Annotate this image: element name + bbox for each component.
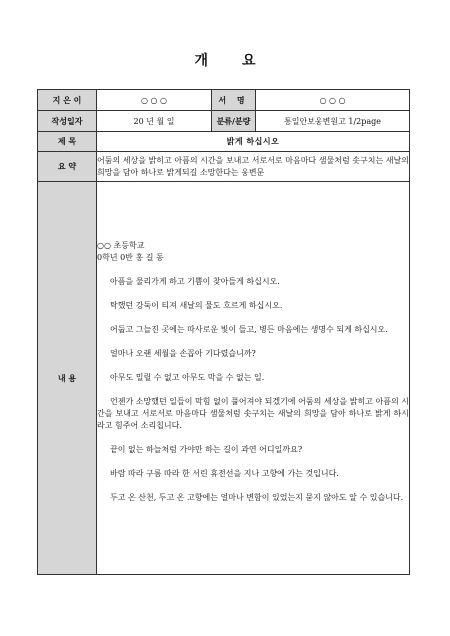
summary-row — [38, 152, 410, 182]
student-line: 0학년 0반 홍 길 동 — [97, 253, 164, 262]
content-paragraph: 두고 온 산천, 두고 온 고향에는 얼마나 변함이 있었는지 묻지 않아도 알 수 있습니다. — [110, 493, 404, 502]
subject-value: 밝게 하십시오 — [97, 132, 410, 152]
content-label: 내 용 — [38, 182, 97, 575]
title-char-right: 요 — [242, 53, 256, 69]
content-paragraph: 탁했던 강둑이 티져 새날의 물도 흐르게 하십시오. — [110, 301, 283, 310]
content-paragraph: 어둡고 그늘진 곳에는 따사로운 빛이 들고, 병든 마음에는 생명수 되게 하십시오. — [110, 325, 388, 334]
summary-value: 어둠의 세상을 밝히고 아픔의 시간을 보내고 서로서로 마음마다 샘물처럼 솟구치는 새날의 희망을 담아 하나로 밝게되길 소망한다는 웅변문 — [97, 152, 410, 182]
title-char-left: 개 — [194, 53, 208, 69]
signature-value: ○ ○ ○ — [256, 90, 410, 111]
content-paragraph: 끝이 없는 하늘처럼 가야만 하는 길이 과연 어디일까요? — [110, 445, 303, 454]
document-title — [0, 50, 450, 70]
author-row — [38, 90, 410, 111]
content-body — [97, 182, 410, 575]
content-paragraph: 바람 따라 구름 따라 한 서린 휴전선을 지나 고향에 가는 것입니다. — [110, 469, 339, 478]
content-paragraph: 얼마나 오랜 세월을 손꼽아 기다렸습니까? — [110, 349, 256, 358]
content-paragraph: 언젠가 소망했던 일들이 막힘 없이 풀어져야 되겠기에 어둠의 세상을 밝히고 아픔의 시간을 보내고 서로서로 마음마다 샘물처럼 솟구치는 새날의 희망을 담아 하나로 밝게 하시라고 힘주어 소리칩니다. — [97, 397, 409, 430]
school-line: ○○ 초등학교 — [97, 241, 145, 250]
date-row — [38, 111, 410, 132]
date-label: 작성일자 — [38, 111, 97, 132]
content-paragraph: 아무도 밀릴 수 없고 아무도 막을 수 없는 일. — [110, 373, 265, 382]
overview-form-table — [37, 89, 410, 575]
subject-label: 제 목 — [38, 132, 97, 152]
author-value: ○ ○ ○ — [97, 90, 212, 111]
category-value: 통일안보웅변원고 1/2page — [256, 111, 410, 132]
subject-row — [38, 132, 410, 152]
signature-label: 서 명 — [212, 90, 256, 111]
summary-label: 요 약 — [38, 152, 97, 182]
date-value: 20 년 월 일 — [97, 111, 212, 132]
content-paragraph: 아픔을 물리가게 하고 기쁨이 찾아들게 하십시오. — [110, 277, 280, 286]
author-label: 지 은 이 — [38, 90, 97, 111]
content-row — [38, 182, 410, 575]
category-label: 분류/분량 — [212, 111, 256, 132]
